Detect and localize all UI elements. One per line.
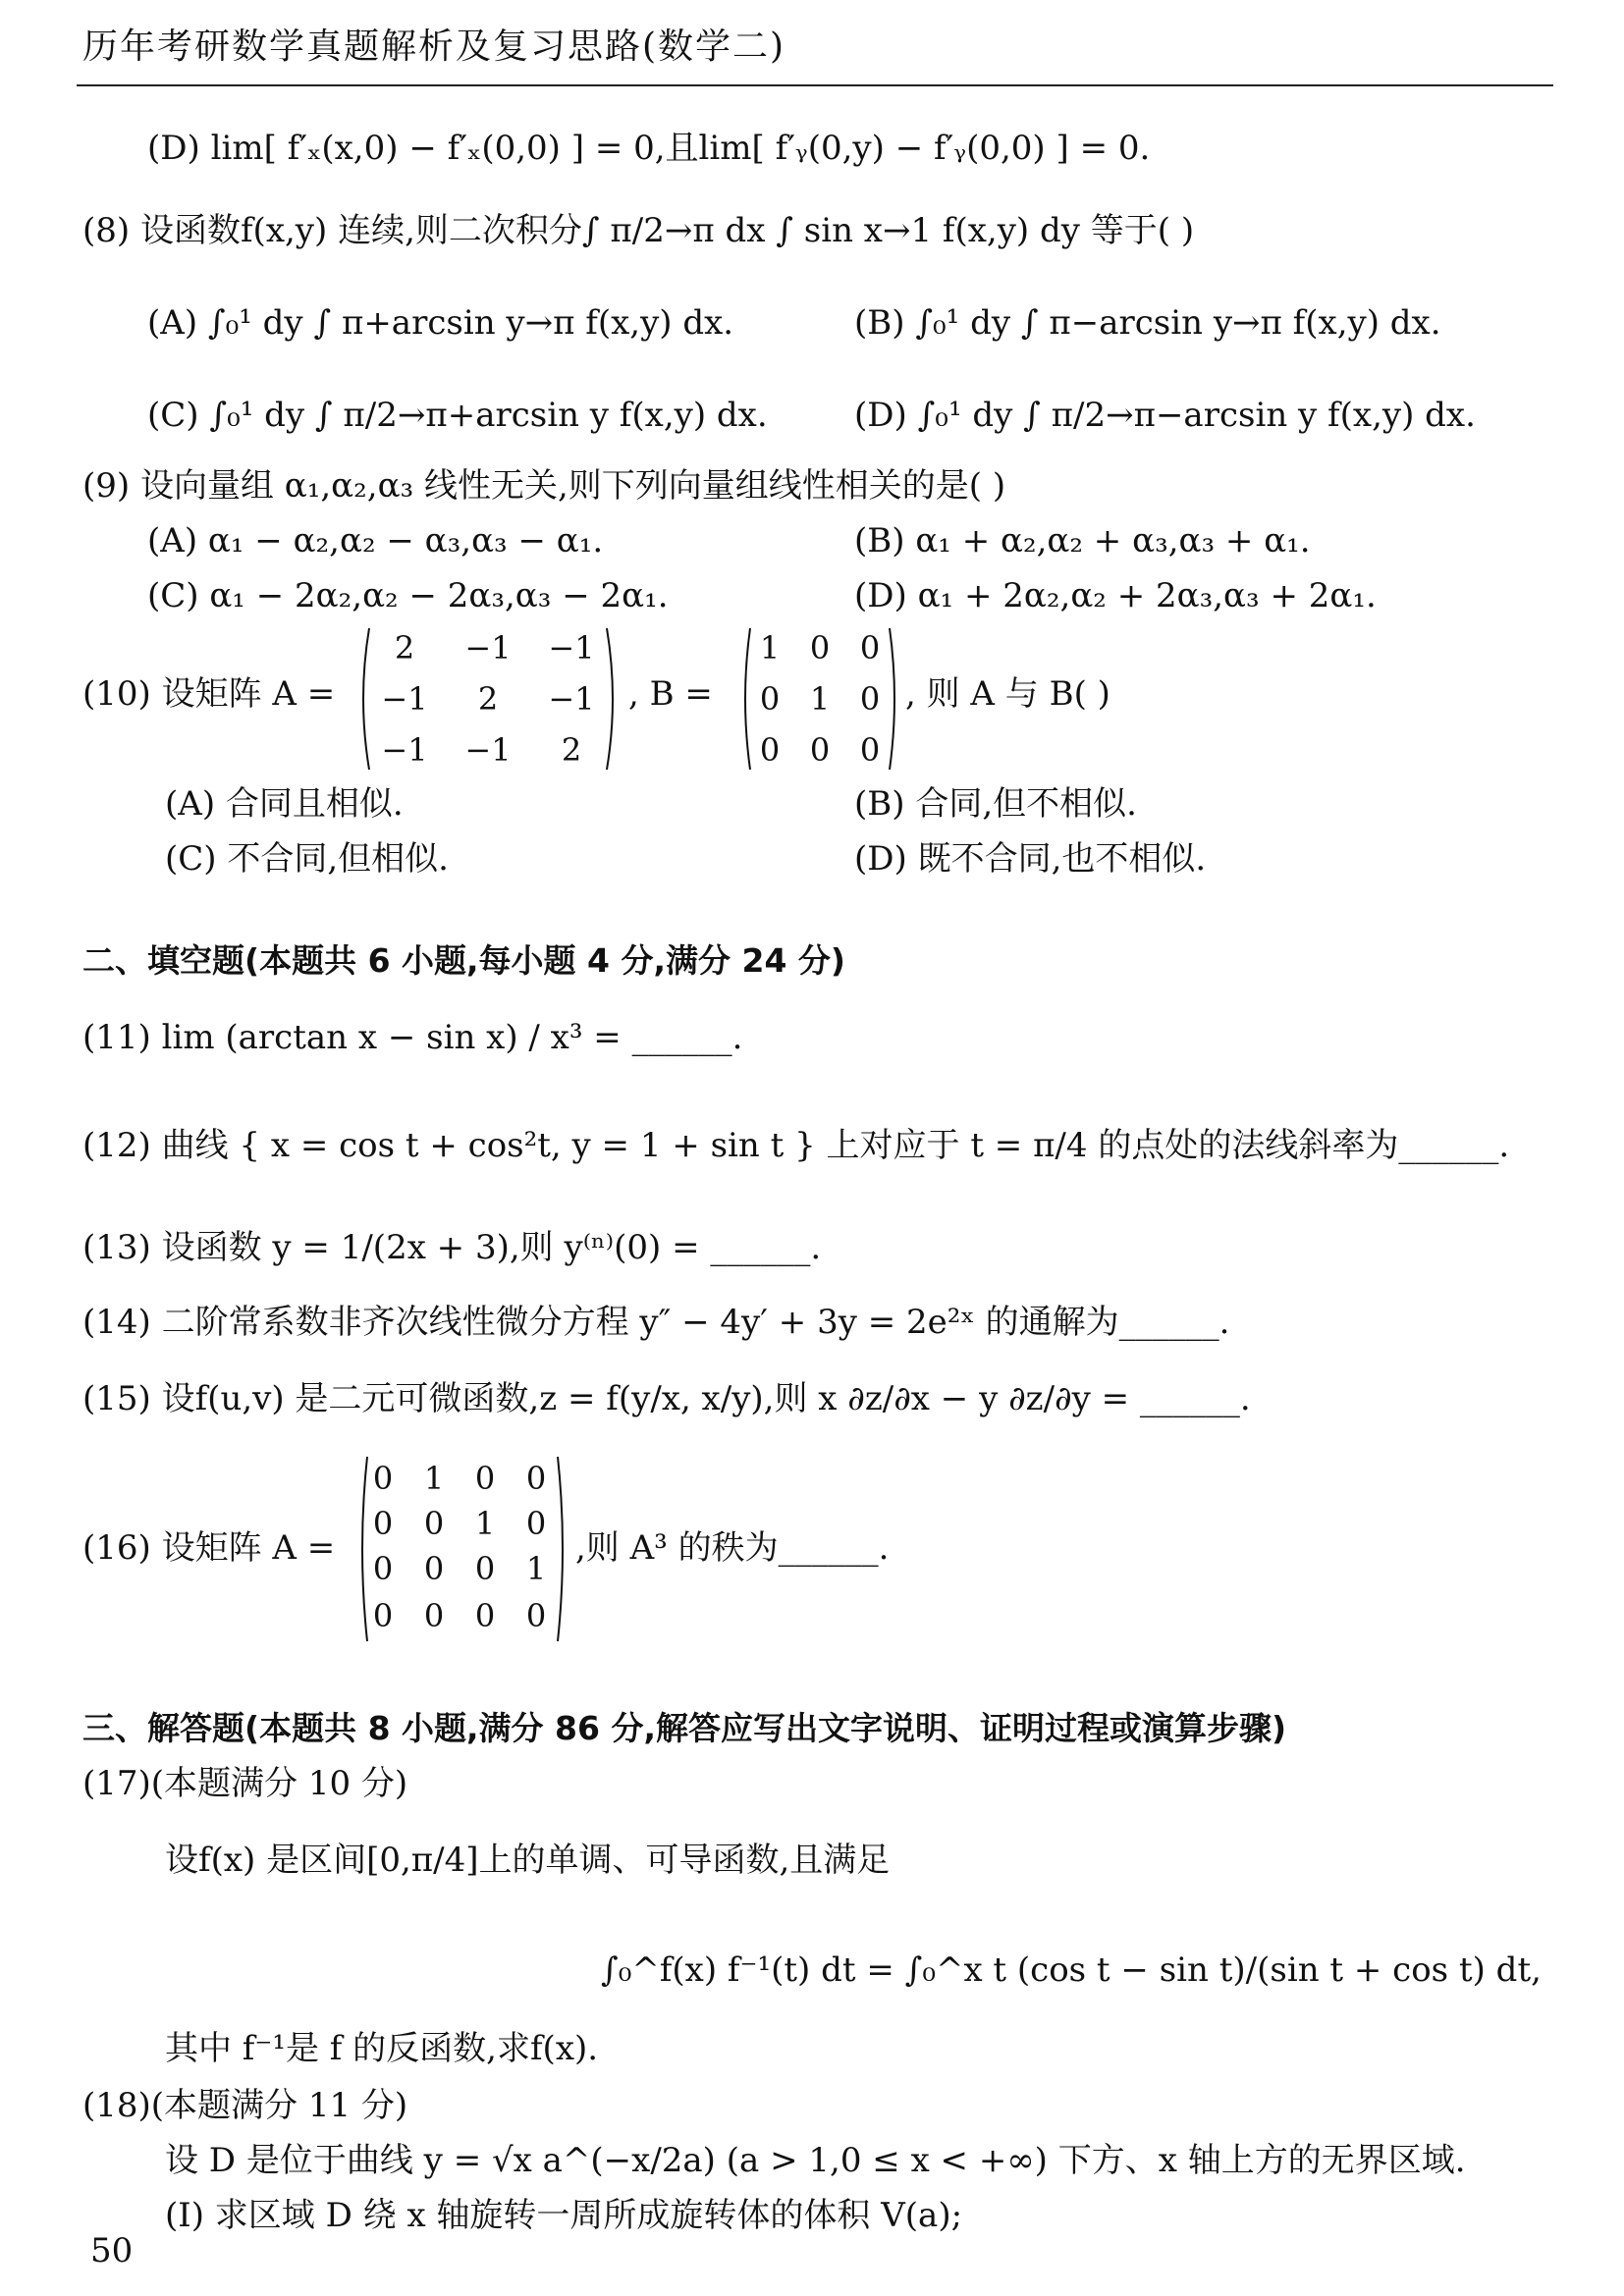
q10-option-c: (C) 不合同,但相似.: [165, 839, 449, 879]
matrix-cell: 1: [525, 1550, 547, 1587]
matrix-cell: −1: [381, 731, 428, 769]
q10-option-d: (D) 既不合同,也不相似.: [854, 839, 1207, 879]
matrix-cell: 0: [423, 1550, 445, 1587]
q9-option-c: (C) α₁ − 2α₂,α₂ − 2α₃,α₃ − 2α₁.: [147, 576, 669, 615]
page-number: 50: [90, 2231, 134, 2270]
matrix-cell: 0: [525, 1597, 547, 1634]
q10-b-label: , B =: [628, 674, 713, 714]
matrix-cell: 2: [394, 629, 415, 667]
q17-head: (17)(本题满分 10 分): [82, 1764, 408, 1803]
section-2-heading: 二、填空题(本题共 6 小题,每小题 4 分,满分 24 分): [82, 941, 846, 980]
matrix-cell: 2: [477, 680, 499, 718]
q13: (13) 设函数 y = 1/(2x + 3),则 y⁽ⁿ⁾(0) = ______.: [82, 1228, 822, 1267]
q16-matrix-a: [355, 1453, 569, 1645]
q10-matrix-a: [355, 624, 621, 774]
q14: (14) 二阶常系数非齐次线性微分方程 y″ − 4y′ + 3y = 2e²ˣ 的通解为______.: [82, 1303, 1230, 1342]
matrix-cell: −1: [381, 680, 428, 718]
matrix-cell: 0: [372, 1505, 394, 1542]
matrix-cell: 0: [759, 731, 781, 769]
q9-stem: (9) 设向量组 α₁,α₂,α₃ 线性无关,则下列向量组线性相关的是( ): [82, 466, 1006, 506]
matrix-cell: 0: [759, 680, 781, 718]
matrix-cell: −1: [548, 680, 595, 718]
q10-option-a: (A) 合同且相似.: [165, 784, 404, 824]
q8-option-a: (A) ∫₀¹ dy ∫ π+arcsin y→π f(x,y) dx.: [147, 303, 734, 343]
matrix-cell: 0: [525, 1505, 547, 1542]
running-header: 历年考研数学真题解析及复习思路(数学二): [82, 27, 786, 67]
q18-line1: 设 D 是位于曲线 y = √x a^(−x/2a) (a > 1,0 ≤ x < +∞) 下方、x 轴上方的无界区域.: [165, 2141, 1466, 2180]
matrix-cell: 0: [859, 680, 881, 718]
matrix-cell: 0: [372, 1550, 394, 1587]
q8-option-c: (C) ∫₀¹ dy ∫ π/2→π+arcsin y f(x,y) dx.: [147, 396, 768, 435]
matrix-cell: 1: [759, 629, 781, 667]
matrix-cell: 0: [423, 1597, 445, 1634]
q8-stem: (8) 设函数f(x,y) 连续,则二次积分∫ π/2→π dx ∫ sin x→1 f(x,y) dy 等于( ): [82, 211, 1195, 250]
matrix-cell: −1: [464, 731, 512, 769]
matrix-cell: 2: [561, 731, 582, 769]
section-3-heading: 三、解答题(本题共 8 小题,满分 86 分,解答应写出文字说明、证明过程或演算步骤): [82, 1709, 1287, 1747]
q12: (12) 曲线 { x = cos t + cos²t, y = 1 + sin t } 上对应于 t = π/4 的点处的法线斜率为______.: [82, 1126, 1510, 1165]
matrix-cell: 0: [474, 1460, 496, 1497]
matrix-cell: 0: [372, 1597, 394, 1634]
matrix-cell: 1: [423, 1460, 445, 1497]
q16-label: (16) 设矩阵 A =: [82, 1528, 336, 1568]
q7-option-d: (D) lim[ f′ₓ(x,0) − f′ₓ(0,0) ] = 0,且lim[ f′ᵧ(0,y) − f′ᵧ(0,0) ] = 0.: [147, 129, 1151, 168]
matrix-cell: 0: [809, 629, 831, 667]
q17-equation: ∫₀^f(x) f⁻¹(t) dt = ∫₀^x t (cos t − sin t)/(sin t + cos t) dt,: [601, 1950, 1542, 1990]
q11: (11) lim (arctan x − sin x) / x³ = ______.: [82, 1018, 743, 1057]
matrix-cell: 0: [474, 1550, 496, 1587]
q10-tail: , 则 A 与 B( ): [905, 674, 1110, 714]
q15: (15) 设f(u,v) 是二元可微函数,z = f(y/x, x/y),则 x ∂z/∂x − y ∂z/∂y = ______.: [82, 1379, 1251, 1418]
matrix-cell: 0: [809, 731, 831, 769]
matrix-cell: 1: [809, 680, 831, 718]
matrix-cell: 0: [859, 629, 881, 667]
matrix-cell: 0: [474, 1597, 496, 1634]
matrix-cell: −1: [464, 629, 512, 667]
q18-head: (18)(本题满分 11 分): [82, 2086, 408, 2125]
q9-option-a: (A) α₁ − α₂,α₂ − α₃,α₃ − α₁.: [147, 521, 604, 561]
q9-option-d: (D) α₁ + 2α₂,α₂ + 2α₃,α₃ + 2α₁.: [854, 576, 1377, 615]
q16-tail: ,则 A³ 的秩为______.: [575, 1528, 890, 1568]
matrix-cell: −1: [548, 629, 595, 667]
header-rule: [77, 84, 1553, 86]
matrix-cell: 0: [859, 731, 881, 769]
q17-line1: 设f(x) 是区间[0,π/4]上的单调、可导函数,且满足: [165, 1841, 891, 1880]
q10-label: (10) 设矩阵 A =: [82, 674, 336, 714]
q10-option-b: (B) 合同,但不相似.: [854, 784, 1137, 824]
q8-option-d: (D) ∫₀¹ dy ∫ π/2→π−arcsin y f(x,y) dx.: [854, 396, 1476, 435]
q8-option-b: (B) ∫₀¹ dy ∫ π−arcsin y→π f(x,y) dx.: [854, 303, 1441, 343]
matrix-cell: 1: [474, 1505, 496, 1542]
matrix-cell: 0: [525, 1460, 547, 1497]
q17-line2: 其中 f⁻¹是 f 的反函数,求f(x).: [165, 2029, 599, 2068]
matrix-cell: 0: [423, 1505, 445, 1542]
matrix-cell: 0: [372, 1460, 394, 1497]
q18-line2: (Ⅰ) 求区域 D 绕 x 轴旋转一周所成旋转体的体积 V(a);: [165, 2196, 963, 2235]
q9-option-b: (B) α₁ + α₂,α₂ + α₃,α₃ + α₁.: [854, 521, 1311, 561]
q10-matrix-b: [738, 624, 901, 774]
